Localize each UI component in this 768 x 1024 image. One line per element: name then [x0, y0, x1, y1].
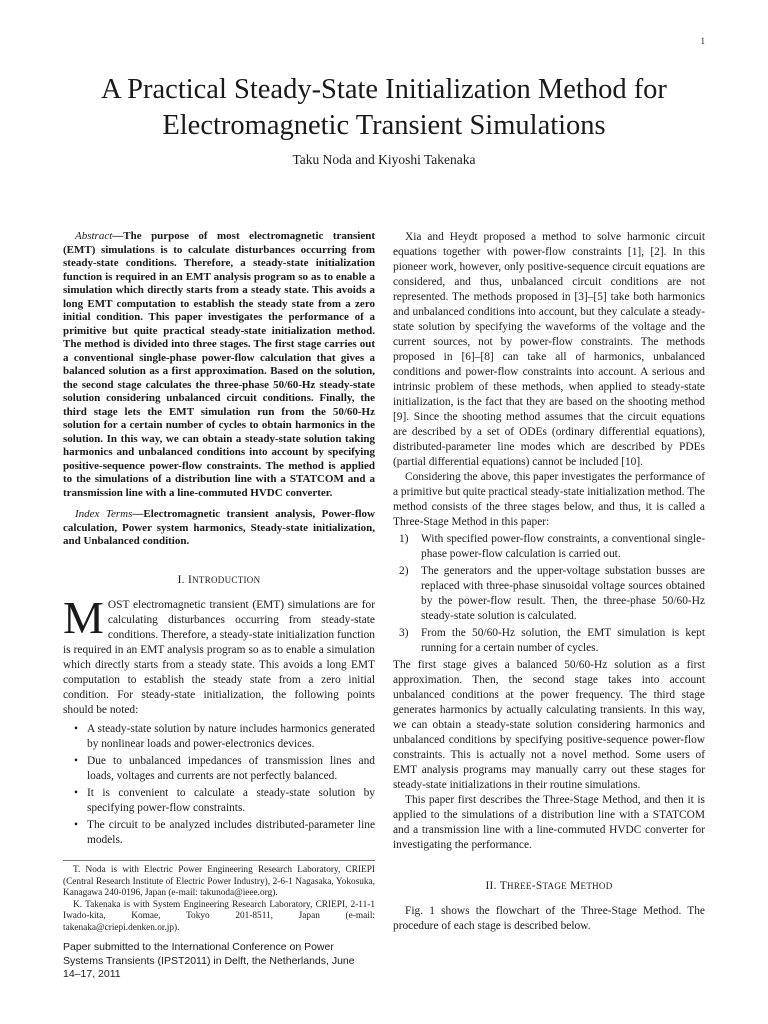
intro-text: electromagnetic transient (EMT) simulations are for calculating disturbances occurring from steady-state conditions. Therefore, a steady-state initialization function is required in an EMT analysis program so as to enable a simulation which directly starts from a steady state. This avoids a long EMT computation to establish the steady state from a zero initial condition. For steady-state initialization, the following points should be noted:	[63, 598, 375, 716]
list-item-text: The circuit to be analyzed includes distributed-parameter line models.	[87, 818, 375, 846]
list-item	[74, 722, 375, 752]
bullet-icon: •	[74, 722, 78, 735]
stage-text: From the 50/60-Hz solution, the EMT simulation is kept running for a certain number of cycles.	[421, 627, 705, 654]
list-item-text: A steady-state solution by nature includes harmonics generated by nonlinear loads and power-electronics devices.	[87, 722, 375, 750]
section-heading-three-stage-method: II. THREE-STAGE METHOD	[485, 880, 613, 892]
stage-number: 2)	[399, 565, 409, 577]
stage-text: With specified power-flow constraints, a conventional single-phase power-flow calculation is carried out.	[421, 533, 705, 560]
section-2-initial-2: S	[535, 880, 543, 892]
list-item-text: Due to unbalanced impedances of transmission lines and loads, voltages and currents are not perfectly balanced.	[87, 754, 375, 782]
intro-paragraph	[63, 591, 375, 718]
method-intro-paragraph: Considering the above, this paper investigates the performance of a primitive but quite practical steady-state initialization method. The method consists of the three stages below, and thus, it is called a Three-Stage Method in this paper:	[393, 471, 705, 528]
footnotes	[63, 860, 375, 935]
stage-item	[399, 532, 705, 562]
stages-list	[393, 532, 705, 656]
list-item	[74, 754, 375, 784]
requirements-list	[63, 722, 375, 848]
section-1-initial: I	[188, 573, 193, 586]
title-line-1: A Practical Steady-State Initialization Method for	[101, 74, 667, 105]
section-2-rest-3: ETHOD	[580, 881, 613, 891]
bullet-icon: •	[74, 754, 78, 767]
list-item-text: It is convenient to calculate a steady-state solution by specifying power-flow constraints.	[87, 786, 375, 814]
bullet-icon: •	[74, 818, 78, 831]
dropcap-rest: OST	[107, 598, 130, 611]
author-list: Taku Noda and Kiyoshi Takenaka	[292, 152, 476, 167]
left-column	[63, 230, 375, 850]
index-terms-text: Electromagnetic transient analysis, Power-flow calculation, Power system harmonics, Steady-state initialization, and Unbalanced condition.	[63, 508, 375, 547]
abstract-dash: —	[112, 230, 124, 242]
stage-text: The generators and the upper-voltage substation busses are replaced with three-phase sinusoidal voltage sources obtained by the power-flow result. Then, the three-phase 50/60-Hz steady-state solution is calculated.	[421, 565, 705, 622]
footnote-noda: T. Noda is with Electric Power Engineering Research Laboratory, CRIEPI (Central Research Institute of Electric Power Industry), 2-6-1 Nagasaka, Yokosuka, Kanagawa 240-0196, Japan (e-mail: takunoda@ieee.org).	[63, 865, 375, 899]
section-2-paragraph: Fig. 1 shows the flowchart of the Three-Stage Method. The procedure of each stage is described below.	[393, 905, 705, 932]
stage-item	[399, 564, 705, 624]
right-column	[393, 230, 705, 934]
title-line-2: Electromagnetic Transient Simulations	[162, 110, 606, 141]
conference-note: Paper submitted to the International Conference on Power Systems Transients (IPST2011) in Delft, the Netherlands, June 14–17, 2011	[63, 941, 355, 980]
list-item	[74, 786, 375, 816]
page-number: 1	[700, 36, 705, 46]
bullet-icon: •	[74, 786, 78, 799]
stage-number: 1)	[399, 533, 409, 545]
paper-outline-paragraph: This paper first describes the Three-Stage Method, and then it is applied to the simulations of a distribution line with a STATCOM and a transmission line with a line-commuted HVDC converter for investigating the performance.	[393, 794, 705, 851]
section-2-rest-2: TAGE	[542, 881, 567, 891]
section-2-rest-1: HREE	[507, 881, 532, 891]
index-terms	[63, 508, 375, 549]
section-1-rest: NTRODUCTION	[192, 574, 261, 585]
list-item	[74, 818, 375, 848]
section-2-initial-3: M	[570, 880, 581, 892]
abstract	[63, 230, 375, 500]
abstract-lead: Abstract	[75, 230, 113, 242]
section-2-initial-1: T	[499, 880, 508, 892]
stage-number: 3)	[399, 627, 409, 639]
section-heading-introduction	[63, 573, 375, 588]
index-terms-dash: —	[132, 508, 144, 520]
stages-explanation-paragraph: The first stage gives a balanced 50/60-Hz solution as a first approximation. Then, the second stage takes into account unbalanced conditions at the power frequency. The third stage generates harmonics by actually calculating transients. In this way, we can obtain a steady-state solution considering harmonics and unbalanced conditions by specifying positive-sequence power-flow constraints. This is actually not a novel method. Some users of EMT analysis programs may manually carry out these stages for steady-state initializations in their routine simulations.	[393, 659, 705, 791]
related-work-paragraph: Xia and Heydt proposed a method to solve harmonic circuit equations together with power-flow constraints [1], [2]. In this pioneer work, however, only positive-sequence circuit equations are considered, and thus, unbalanced circuit conditions are not represented. The methods proposed in [3]–[5] take both harmonics and unbalanced conditions into account, but they calculate a steady-state solution by specifying the waveforms of the voltage and the current sources, not by power-flow constraints. The methods proposed in [6]–[8] can take all of harmonics, unbalanced conditions and power-flow constraints into account. A serious and intrinsic problem of these methods, when applied to steady-state initialization, is the fact that they are based on the shooting method [9]. Since the shooting method assumes that the circuit equations are described by a set of ODEs (ordinary differential equations), distributed-parameter line modes which are described by PDEs (partial differential equations) cannot be included [10].	[393, 231, 705, 468]
stage-item	[399, 626, 705, 656]
section-1-numeral: I.	[177, 573, 185, 586]
index-terms-lead: Index Terms	[75, 508, 133, 520]
drop-cap: M	[63, 591, 104, 643]
footnote-takenaka: K. Takenaka is with System Engineering Research Laboratory, CRIEPI, 2-11-1 Iwado-kita, Komae, Tokyo 201-8511, Japan (e-mail: takenaka@criepi.denken.or.jp).	[63, 899, 375, 933]
abstract-text: The purpose of most electromagnetic transient (EMT) simulations is to calculate disturbances occurring from steady-state conditions. Therefore, a steady-state initialization function is required in an EMT analysis program so as to enable a simulation which directly starts from a steady state. This avoids a long EMT computation to establish the steady state from a zero initial condition. This paper investigates the performance of a primitive but quite practical steady-state initialization method. The method is divided into three stages. The first stage carries out a conventional single-phase power-flow calculation that gives a balanced solution as a first approximation. Based on the solution, the second stage calculates the three-phase 50/60-Hz steady-state solution considering unbalanced circuit conditions. Finally, the third stage lets the EMT simulation run from the 50/60-Hz solution for a certain number of cycles to obtain harmonics in the solution. In this way, we can obtain a steady-state solution taking harmonics and unbalanced conditions into account by specifying positive-sequence power-flow constraints. The method is applied to the simulations of a distribution line with a STATCOM and a transmission line with a line-commuted HVDC converter.	[63, 230, 375, 499]
section-2-numeral: II.	[485, 880, 497, 892]
paper-title	[0, 72, 768, 144]
